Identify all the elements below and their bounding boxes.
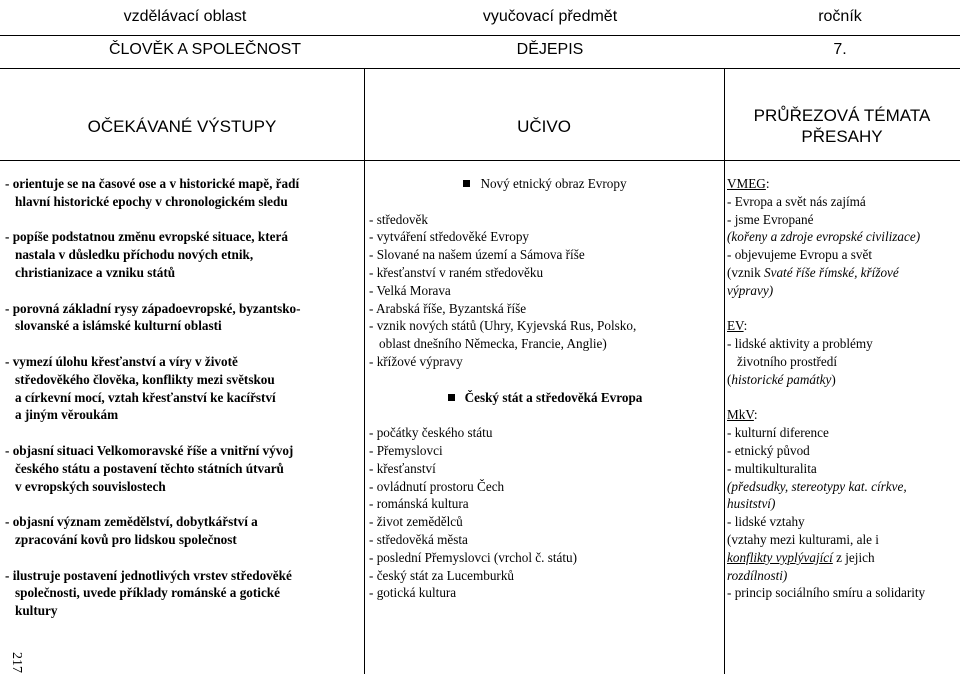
theme-line: husitství) [727,496,776,512]
curriculum-item: - život zemědělců [369,514,463,530]
outcome-line: - objasní význam zemědělství, dobytkářství a [5,514,258,530]
grade-value: 7. [833,41,847,58]
theme-line: - multikulturalita [727,460,817,476]
curriculum-item: - počátky českého státu [369,425,493,441]
theme-heading: EV: [727,318,748,334]
area-label: vzdělávací oblast [123,8,247,25]
curriculum-item: - románská kultura [369,496,469,512]
curriculum-header: UČIVO [517,117,571,136]
theme-line: (vznik Svaté říše římské, křížové [727,264,899,280]
page-number: 217 [9,652,24,673]
theme-heading: MkV: [727,407,758,423]
curriculum-item: oblast dnešního Německa, Francie, Anglie) [379,336,607,352]
section-title: Český stát a středověká Evropa [369,389,721,407]
theme-line: - kulturní diference [727,425,829,441]
theme-line: (historické památky) [727,371,836,387]
theme-line: konflikty vyplývající z jejich [727,549,875,565]
curriculum-item: - vytváření středověké Evropy [369,229,530,245]
area-value: ČLOVĚK A SPOLEČNOST [108,41,302,58]
curriculum-list [369,175,721,602]
square-bullet-icon [463,180,470,187]
table-rule [0,35,960,36]
theme-line: - princip sociálního smíru a solidarity [727,585,926,601]
theme-line: (předsudky, stereotypy kat. církve, [727,478,907,494]
grade-label: ročník [818,8,862,25]
outcome-line: - orientuje se na časové ose a v historické mapě, řadí [5,176,300,191]
subject-value: DĚJEPIS [516,41,584,58]
theme-line: - objevujeme Evropu a svět [727,247,873,263]
outcome-line: a církevní mocí, vztah křesťanství ke kacířství [15,389,276,405]
theme-line: (vztahy mezi kulturami, ale i [727,531,879,547]
curriculum-item: - Slované na našem území a Sámova říše [369,247,585,263]
curriculum-item: - poslední Přemyslovci (vrchol č. státu) [369,549,578,565]
outcome-line: středověkého člověka, konflikty mezi světskou [15,371,275,387]
outcome-line: - popíše podstatnou změnu evropské situace, která [5,229,288,245]
outcome-line: hlavní historické epochy v chronologickém sledu [15,193,288,209]
themes-header-line2: PŘESAHY [801,127,883,146]
curriculum-item: - křesťanství v raném středověku [369,264,544,280]
theme-line: - Evropa a svět nás zajímá [727,193,866,209]
theme-line: (kořeny a zdroje evropské civilizace) [727,229,921,245]
themes-header [724,105,960,147]
table-rule [0,160,960,161]
curriculum-item: - Arabská říše, Byzantská říše [369,300,527,316]
outcome-line: společnosti, uvede příklady románské a gotické [15,585,280,601]
table-rule [0,68,960,69]
subject-label: vyučovací předmět [482,8,618,25]
theme-line: - etnický původ [727,442,810,458]
curriculum-item: - středověk [369,211,428,227]
section-title: Nový etnický obraz Evropy [369,175,721,193]
theme-line: životního prostředí [737,353,837,369]
outcome-line: christianizace a vzniku států [15,264,176,280]
outcome-line: slovanské a islámské kulturní oblasti [15,318,222,334]
outcome-line: zpracování kovů pro lidskou společnost [15,531,237,547]
outcome-line: a jiným věroukám [15,407,119,423]
curriculum-item: - gotická kultura [369,585,457,601]
themes-list [727,175,959,602]
theme-line: - jsme Evropané [727,211,814,227]
column-divider [364,68,365,674]
theme-line: - lidské aktivity a problémy [727,336,873,352]
curriculum-item: - křížové výpravy [369,353,463,369]
curriculum-item: - ovládnutí prostoru Čech [369,478,505,494]
outcome-line: v evropských souvislostech [15,478,166,494]
theme-line: rozdílnosti) [727,567,788,583]
themes-header-line1: PRŮŘEZOVÁ TÉMATA [753,106,931,125]
outcome-line: nastala v důsledku příchodu nových etnik, [15,247,254,263]
curriculum-item: - český stát za Lucemburků [369,567,515,583]
outcomes-list [5,175,361,620]
theme-line: - lidské vztahy [727,514,805,530]
outcome-line: českého státu a postavení těchto státních útvarů [15,460,284,476]
outcomes-header: OČEKÁVANÉ VÝSTUPY [87,117,277,136]
outcome-line: - porovná základní rysy západoevropské, byzantsko- [5,300,301,316]
curriculum-item: - vznik nových států (Uhry, Kyjevská Rus, Polsko, [369,318,637,334]
curriculum-item: - křesťanství [369,460,436,476]
square-bullet-icon [448,394,455,401]
theme-line: výpravy) [727,282,774,298]
outcome-line: kultury [15,603,58,619]
curriculum-item: - Přemyslovci [369,442,443,458]
outcome-line: - objasní situaci Velkomoravské říše a vnitřní vývoj [5,442,294,458]
theme-heading: VMEG: [727,176,770,191]
outcome-line: - ilustruje postavení jednotlivých vrstev středověké [5,567,292,583]
curriculum-item: - středověká města [369,531,468,547]
outcome-line: - vymezí úlohu křesťanství a víry v životě [5,353,238,369]
curriculum-item: - Velká Morava [369,282,451,298]
column-divider [724,68,725,674]
